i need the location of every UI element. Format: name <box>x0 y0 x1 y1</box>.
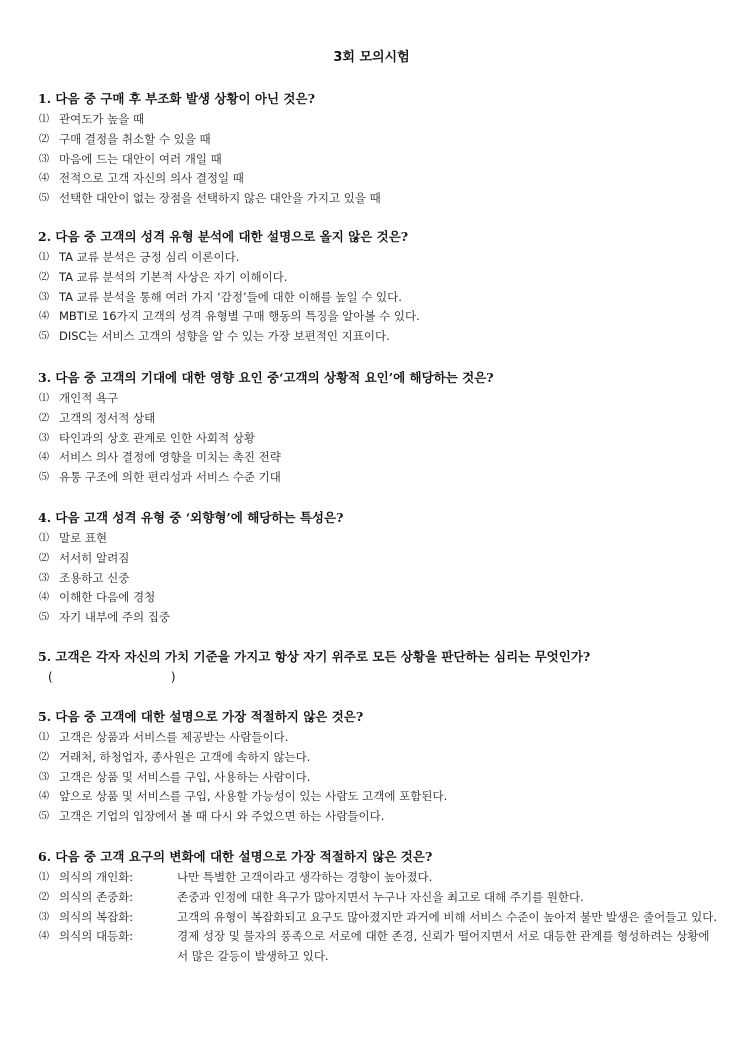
option-label: 의식의 존중화: <box>59 889 134 904</box>
option-text: 서비스 의사 결정에 영향을 미치는 촉진 전략 <box>59 450 281 465</box>
option <box>38 868 718 888</box>
option-text: TA 교류 분석을 통해 여러 가지 ‘감정’들에 대한 이해를 높일 수 있다. <box>59 289 402 304</box>
option <box>38 389 718 409</box>
question-text: 6. 다음 중 고객 요구의 변화에 대한 설명으로 가장 적절하지 않은 것은? <box>38 849 433 864</box>
option <box>38 807 718 827</box>
option-number: ⑶ <box>39 291 49 303</box>
option-number: ⑵ <box>39 891 49 903</box>
option-number: ⑷ <box>39 173 49 185</box>
question-text: 3. 다음 중 고객의 기대에 대한 영향 요인 중‘고객의 상황적 요인’에 해당하는 것은? <box>38 370 494 385</box>
answer-blank[interactable]: ( ) <box>48 670 176 684</box>
option-number: ⑸ <box>39 193 49 205</box>
option <box>38 288 718 308</box>
option-text: 앞으로 상품 및 서비스를 구입, 사용할 가능성이 있는 사람도 고객에 포함된다. <box>59 789 448 804</box>
option <box>38 248 718 268</box>
option <box>38 327 718 347</box>
option-text: 말로 표현 <box>59 531 108 545</box>
option-text: 유통 구조에 의한 편리성과 서비스 수준 기대 <box>59 470 281 485</box>
option-number: ⑸ <box>39 331 49 343</box>
option-number: ⑸ <box>39 612 49 624</box>
option-text: 마음에 드는 대안이 여러 개일 때 <box>59 151 222 166</box>
option-text: 경제 성장 및 물자의 풍족으로 서로에 대한 존경, 신뢰가 떨어지면서 서로 대등한 관계를 형성하려는 상황에서 많은 갈등이 발생하고 있다. <box>177 929 710 964</box>
option <box>38 189 718 209</box>
question-text: 1. 다음 중 구매 후 부조화 발생 상황이 아닌 것은? <box>38 91 315 106</box>
option-number: ⑵ <box>39 412 49 424</box>
option-number: ⑵ <box>39 552 49 564</box>
option-text: TA 교류 분석의 기본적 사상은 자기 이해이다. <box>59 269 288 284</box>
option <box>38 787 718 807</box>
question-1 <box>38 90 718 209</box>
option <box>38 908 718 928</box>
option <box>38 468 718 488</box>
option-text: 관여도가 높을 때 <box>59 112 145 126</box>
option-text: 거래처, 하청업자, 종사원은 고객에 속하지 않는다. <box>59 749 311 764</box>
option-number: ⑸ <box>39 811 49 823</box>
option-number: ⑷ <box>39 791 49 803</box>
option-label: 의식의 대등화: <box>59 929 134 944</box>
option <box>38 429 718 449</box>
option-text: 고객의 정서적 상태 <box>59 410 156 425</box>
option-number: ⑶ <box>39 911 49 923</box>
option-text: 서서히 알려짐 <box>59 550 130 565</box>
option <box>38 748 718 768</box>
option <box>38 448 718 468</box>
question-text: 4. 다음 고객 성격 유형 중 ‘외향형’에 해당하는 특성은? <box>38 510 344 525</box>
option-number: ⑴ <box>39 114 49 125</box>
option-text: 선택한 대안이 없는 장점을 선택하지 않은 대안을 가지고 있을 때 <box>59 191 381 206</box>
option-text: 이해한 다음에 경청 <box>59 590 156 605</box>
question-2 <box>38 228 718 347</box>
option-text: 자기 내부에 주의 집중 <box>59 610 170 625</box>
option-number: ⑵ <box>39 751 49 763</box>
question-3 <box>38 369 718 488</box>
option-text: 개인적 욕구 <box>59 391 119 405</box>
question-5-short-answer <box>38 648 718 686</box>
option-number: ⑴ <box>39 872 49 883</box>
option-text: 고객은 기업의 입장에서 볼 때 다시 와 주었으면 하는 사람들이다. <box>59 809 385 824</box>
option-text: 타인과의 상호 관계로 인한 사회적 상황 <box>59 430 256 445</box>
option-text: 구매 결정을 취소할 수 있을 때 <box>59 131 211 146</box>
option-text: 고객은 상품 및 서비스를 구입, 사용하는 사람이다. <box>59 769 311 784</box>
option-number: ⑵ <box>39 271 49 283</box>
option <box>38 768 718 788</box>
page-title: 3회 모의시험 <box>333 50 410 65</box>
option-number: ⑶ <box>39 771 49 783</box>
option <box>38 130 718 150</box>
option <box>38 588 718 608</box>
option-number: ⑷ <box>39 931 49 943</box>
option-text: 전적으로 고객 자신의 의사 결정일 때 <box>59 171 244 186</box>
option-number: ⑷ <box>39 452 49 464</box>
option-number: ⑷ <box>39 592 49 604</box>
option-number: ⑶ <box>39 153 49 165</box>
option-number: ⑴ <box>39 732 49 743</box>
option-number: ⑴ <box>39 533 49 544</box>
option-label: 의식의 복잡화: <box>59 909 134 924</box>
option-text: DISC는 서비스 고객의 성향을 알 수 있는 가장 보편적인 지표이다. <box>59 329 390 344</box>
option-text: 나만 특별한 고객이라고 생각하는 경향이 높아졌다. <box>177 870 433 884</box>
option <box>38 169 718 189</box>
option <box>38 608 718 628</box>
option-label: 의식의 개인화: <box>59 870 134 884</box>
option <box>38 529 718 549</box>
option-text: 존중과 인정에 대한 욕구가 많아지면서 누구나 자신을 최고로 대해 주기를 원한다. <box>177 889 584 904</box>
option <box>38 927 718 967</box>
option-number: ⑴ <box>39 252 49 263</box>
question-4 <box>38 509 718 628</box>
option-text: MBTI로 16가지 고객의 성격 유형별 구매 행동의 특징을 알아볼 수 있다. <box>59 309 420 324</box>
option-text: TA 교류 분석은 긍정 심리 이론이다. <box>59 250 240 264</box>
option-number: ⑵ <box>39 133 49 145</box>
option-number: ⑴ <box>39 393 49 404</box>
option-number: ⑸ <box>39 472 49 484</box>
question-6 <box>38 848 718 967</box>
option <box>38 549 718 569</box>
question-text: 5. 고객은 각자 자신의 가치 기준을 가지고 항상 자기 위주로 모든 상황을 판단하는 심리는 무엇인가? <box>38 649 591 664</box>
option <box>38 728 718 748</box>
option-text: 고객은 상품과 서비스를 제공받는 사람들이다. <box>59 730 289 744</box>
question-text: 5. 다음 중 고객에 대한 설명으로 가장 적절하지 않은 것은? <box>38 709 364 724</box>
option <box>38 268 718 288</box>
option-text: 조용하고 신중 <box>59 570 130 585</box>
option <box>38 409 718 429</box>
option <box>38 888 718 908</box>
option-number: ⑶ <box>39 432 49 444</box>
option-text: 고객의 유형이 복잡화되고 요구도 많아졌지만 과거에 비해 서비스 수준이 높아져 불만 발생은 줄어들고 있다. <box>177 909 717 924</box>
option <box>38 110 718 130</box>
question-5 <box>38 708 718 827</box>
question-text: 2. 다음 중 고객의 성격 유형 분석에 대한 설명으로 올지 않은 것은? <box>38 229 409 244</box>
option <box>38 569 718 589</box>
option-number: ⑶ <box>39 572 49 584</box>
option-number: ⑷ <box>39 311 49 323</box>
option <box>38 150 718 170</box>
option <box>38 307 718 327</box>
